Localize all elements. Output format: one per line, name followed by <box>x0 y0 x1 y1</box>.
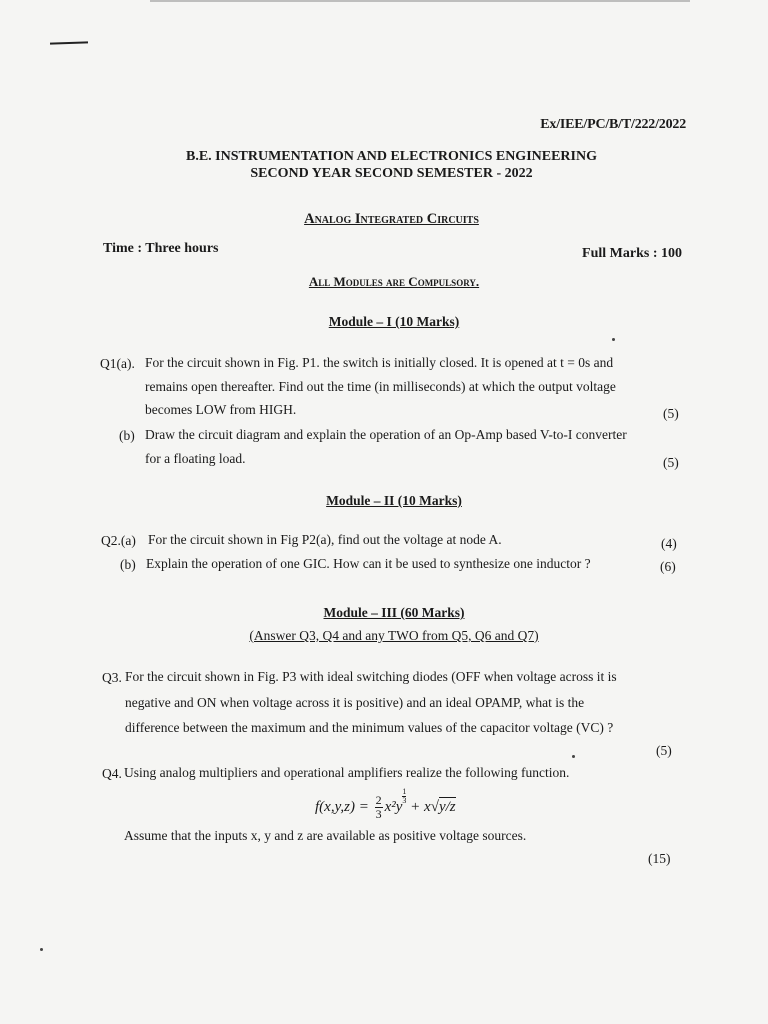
degree-line: B.E. INSTRUMENTATION AND ELECTRONICS ENGINEERING <box>185 149 597 164</box>
formula-frac-den: 3 <box>375 807 382 822</box>
formula-fraction <box>375 794 383 821</box>
formula-plus-term: + x <box>410 799 431 815</box>
time-allowed: Time : Three hours <box>103 241 219 256</box>
module-1-heading <box>0 314 768 330</box>
module-1-heading-text: Module – I (10 Marks) <box>328 314 460 329</box>
q4-formula <box>315 788 456 821</box>
degree-header <box>0 148 768 182</box>
q1b-line-2: for a floating load. <box>145 451 246 466</box>
pen-mark <box>50 41 88 44</box>
subject-title-text: Analog Integrated Circuits <box>304 211 479 227</box>
formula-exp-num: 1 <box>402 787 407 796</box>
q2b-marks: (6) <box>660 559 676 574</box>
module-3-instruction-text: (Answer Q3, Q4 and any TWO from Q5, Q6 and Q7) <box>249 628 539 643</box>
q1b-line-1: Draw the circuit diagram and explain the operation of an Op-Amp based V-to-I converter <box>145 427 627 442</box>
sqrt-icon: √ <box>430 799 439 815</box>
q1b-marks: (5) <box>663 455 679 470</box>
formula-root-content: y/z <box>438 799 456 815</box>
q4-label: Q4. <box>102 766 122 781</box>
formula-exp-den: 3 <box>402 796 407 805</box>
formula-term-a: x²y <box>384 799 403 815</box>
q3-label: Q3. <box>102 670 122 685</box>
q1a-label: Q1(a). <box>100 356 135 371</box>
q3-line-2: negative and ON when voltage across it is positive) and an ideal OPAMP, what is the <box>125 695 585 710</box>
formula-frac-num: 2 <box>375 793 382 808</box>
q4-marks: (15) <box>648 851 671 866</box>
q4-text: Using analog multipliers and operational amplifiers realize the following function. <box>124 765 570 780</box>
q1a-line-2: remains open thereafter. Find out the time (in milliseconds) at which the output voltage <box>145 379 616 394</box>
module-2-heading-text: Module – II (10 Marks) <box>326 493 462 508</box>
formula-lhs: f(x,y,z) = <box>315 799 369 815</box>
q4-note: Assume that the inputs x, y and z are available as positive voltage sources. <box>124 828 527 843</box>
module-3-instruction <box>0 628 768 644</box>
q3-line-1: For the circuit shown in Fig. P3 with ideal switching diodes (OFF when voltage across it is <box>125 669 617 684</box>
q2a-text: For the circuit shown in Fig P2(a), find out the voltage at node A. <box>148 532 502 547</box>
q1a-line-3: becomes LOW from HIGH. <box>145 402 297 417</box>
scan-edge-mark <box>150 0 690 2</box>
full-marks: Full Marks : 100 <box>582 246 682 261</box>
q3-marks: (5) <box>656 743 672 758</box>
q2b-text: Explain the operation of one GIC. How can it be used to synthesize one inductor ? <box>146 556 591 571</box>
q3-line-3: difference between the maximum and the minimum values of the capacitor voltage (VC) ? <box>125 720 614 735</box>
formula-exponent <box>402 788 406 805</box>
scan-speck <box>612 338 615 341</box>
subject-title <box>0 211 768 228</box>
semester-line: SECOND YEAR SECOND SEMESTER - 2022 <box>250 166 533 181</box>
module-3-heading <box>0 605 768 621</box>
q2a-label: Q2.(a) <box>101 533 136 548</box>
compulsory-note <box>0 274 768 290</box>
q1a-marks: (5) <box>663 406 679 421</box>
paper-code: Ex/IEE/PC/B/T/222/2022 <box>540 117 686 132</box>
q2a-marks: (4) <box>661 536 677 551</box>
q1a-line-1: For the circuit shown in Fig. P1. the switch is initially closed. It is opened at t = 0s and <box>145 355 614 370</box>
scan-speck <box>572 755 575 758</box>
scan-speck <box>40 948 43 951</box>
compulsory-note-text: All Modules are Compulsory. <box>308 274 480 289</box>
module-3-heading-text: Module – III (60 Marks) <box>323 605 465 620</box>
module-2-heading <box>0 493 768 509</box>
q1b-label: (b) <box>119 428 135 443</box>
q2b-label: (b) <box>120 557 136 572</box>
